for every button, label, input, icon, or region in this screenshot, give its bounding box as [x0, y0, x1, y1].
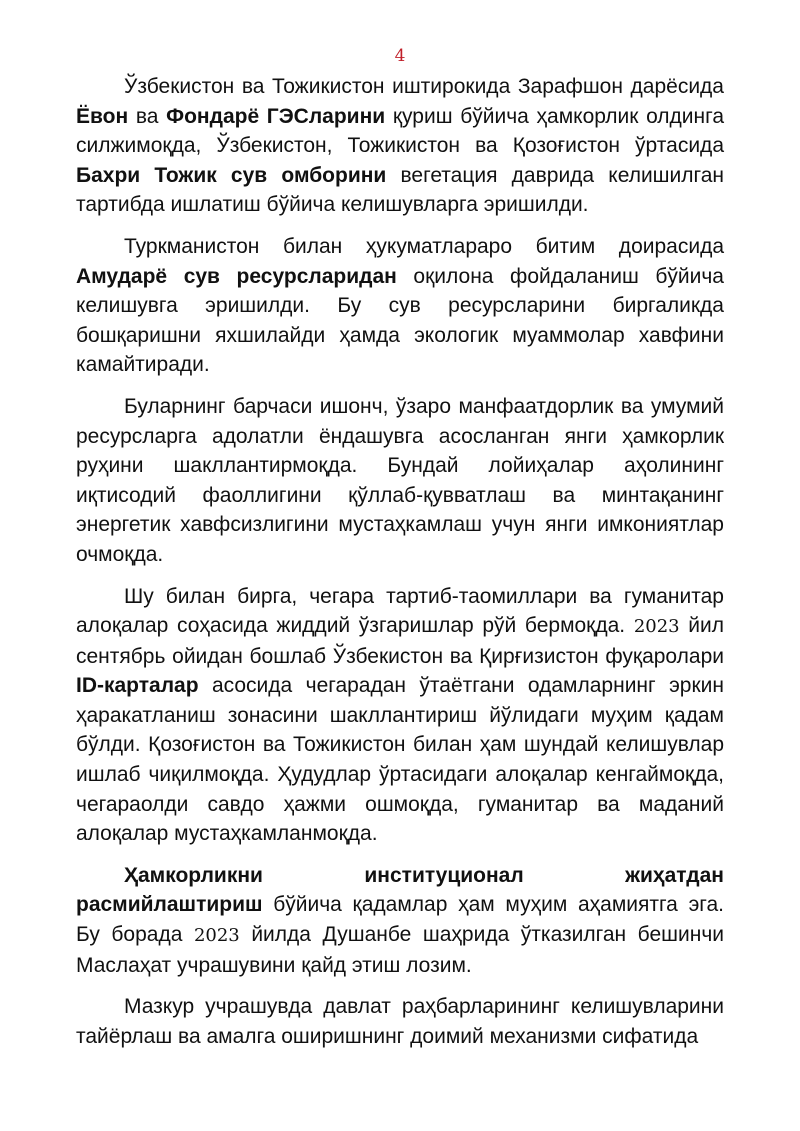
text-run: оқилона фойдаланиш бўйича келишувга эришилди. Бу сув ресурсларини биргаликда бошқаришни яхшилайди ҳамда экологик муаммолар хавфини камайтиради. — [76, 264, 724, 377]
bold-term: Амударё сув ресурсларидан — [76, 264, 397, 288]
text-run: асосида чегарадан ўтаётгани одамларнинг эркин ҳаракатланиш зонасини шакллантириш йўлидаги муҳим қадам бўлди. Қозоғистон ва Тожикистон билан ҳам шундай келишувлар ишлаб чиқилмоқда. Ҳудудлар ўртасидаги алоқалар кенгаймоқда, чегараолди савдо ҳажми ошмоқда, гуманитар ва маданий алоқалар мустаҳкамланмоқда. — [76, 674, 724, 846]
text-run: қуриш бўйича ҳамкорлик олдинга силжимоқда, Ўзбекистон, Тожикистон ва Қозоғистон ўртасида — [76, 104, 724, 158]
page-number: 4 — [394, 46, 406, 66]
text-run: вегетация даврида келишилган тартибда ишлатиш бўйича келишувларга эришилди. — [76, 163, 724, 217]
year-number: 2023 — [193, 925, 240, 947]
text-run: Туркманистон билан ҳукуматлараро битим доирасида — [124, 234, 724, 258]
text-run: Мазкур учрашувда давлат раҳбарларининг келишувларини тайёрлаш ва амалга оширишнинг доимий механизми сифатида — [76, 995, 724, 1048]
bold-term: Ҳамкорликни институционал жиҳатдан расмийлаштириш — [76, 863, 724, 917]
bold-term: Бахри Тожик сув омборини — [76, 163, 387, 187]
paragraph — [76, 861, 724, 980]
text-run: ва — [128, 104, 167, 128]
bold-term: Ёвон — [76, 104, 129, 128]
text-run: Шу билан бирга, чегара тартиб-таомиллари ва гуманитар алоқалар соҳасида жиддий ўзгаришлар рўй бермоқда. — [76, 584, 724, 638]
text-run: Ўзбекистон ва Тожикистон иштирокида Зарафшон дарёсида — [124, 75, 724, 98]
bold-term: Фондарё ГЭСларини — [166, 104, 386, 128]
paragraph — [76, 392, 724, 570]
year-number: 2023 — [633, 616, 680, 638]
text-run: бўйича қадамлар ҳам муҳим аҳамиятга эга. Бу борада — [76, 893, 724, 947]
paragraph — [76, 72, 724, 220]
text-run: йил сентябрь ойидан бошлаб Ўзбекистон ва Қирғизистон фуқаролари — [76, 614, 724, 668]
document-body — [76, 72, 724, 1063]
bold-term: ID-карталар — [76, 674, 199, 698]
text-run: йилда Душанбе шаҳрида ўтказилган бешинчи Маслаҳат учрашувини қайд этиш лозим. — [76, 923, 724, 977]
text-run: Буларнинг барчаси ишонч, ўзаро манфаатдорлик ва умумий ресурсларга адолатли ёндашувга асосланган янги ҳамкорлик руҳини шакллантирмоқда. Бундай лойиҳалар аҳолининг иқтисодий фаоллигини қўллаб-қувватлаш ва минтақанинг энергетик хавфсизлигини мустаҳкамлаш учун янги имкониятлар очмоқда. — [76, 394, 724, 566]
paragraph — [76, 232, 724, 380]
paragraph — [76, 582, 724, 849]
paragraph — [76, 992, 724, 1051]
